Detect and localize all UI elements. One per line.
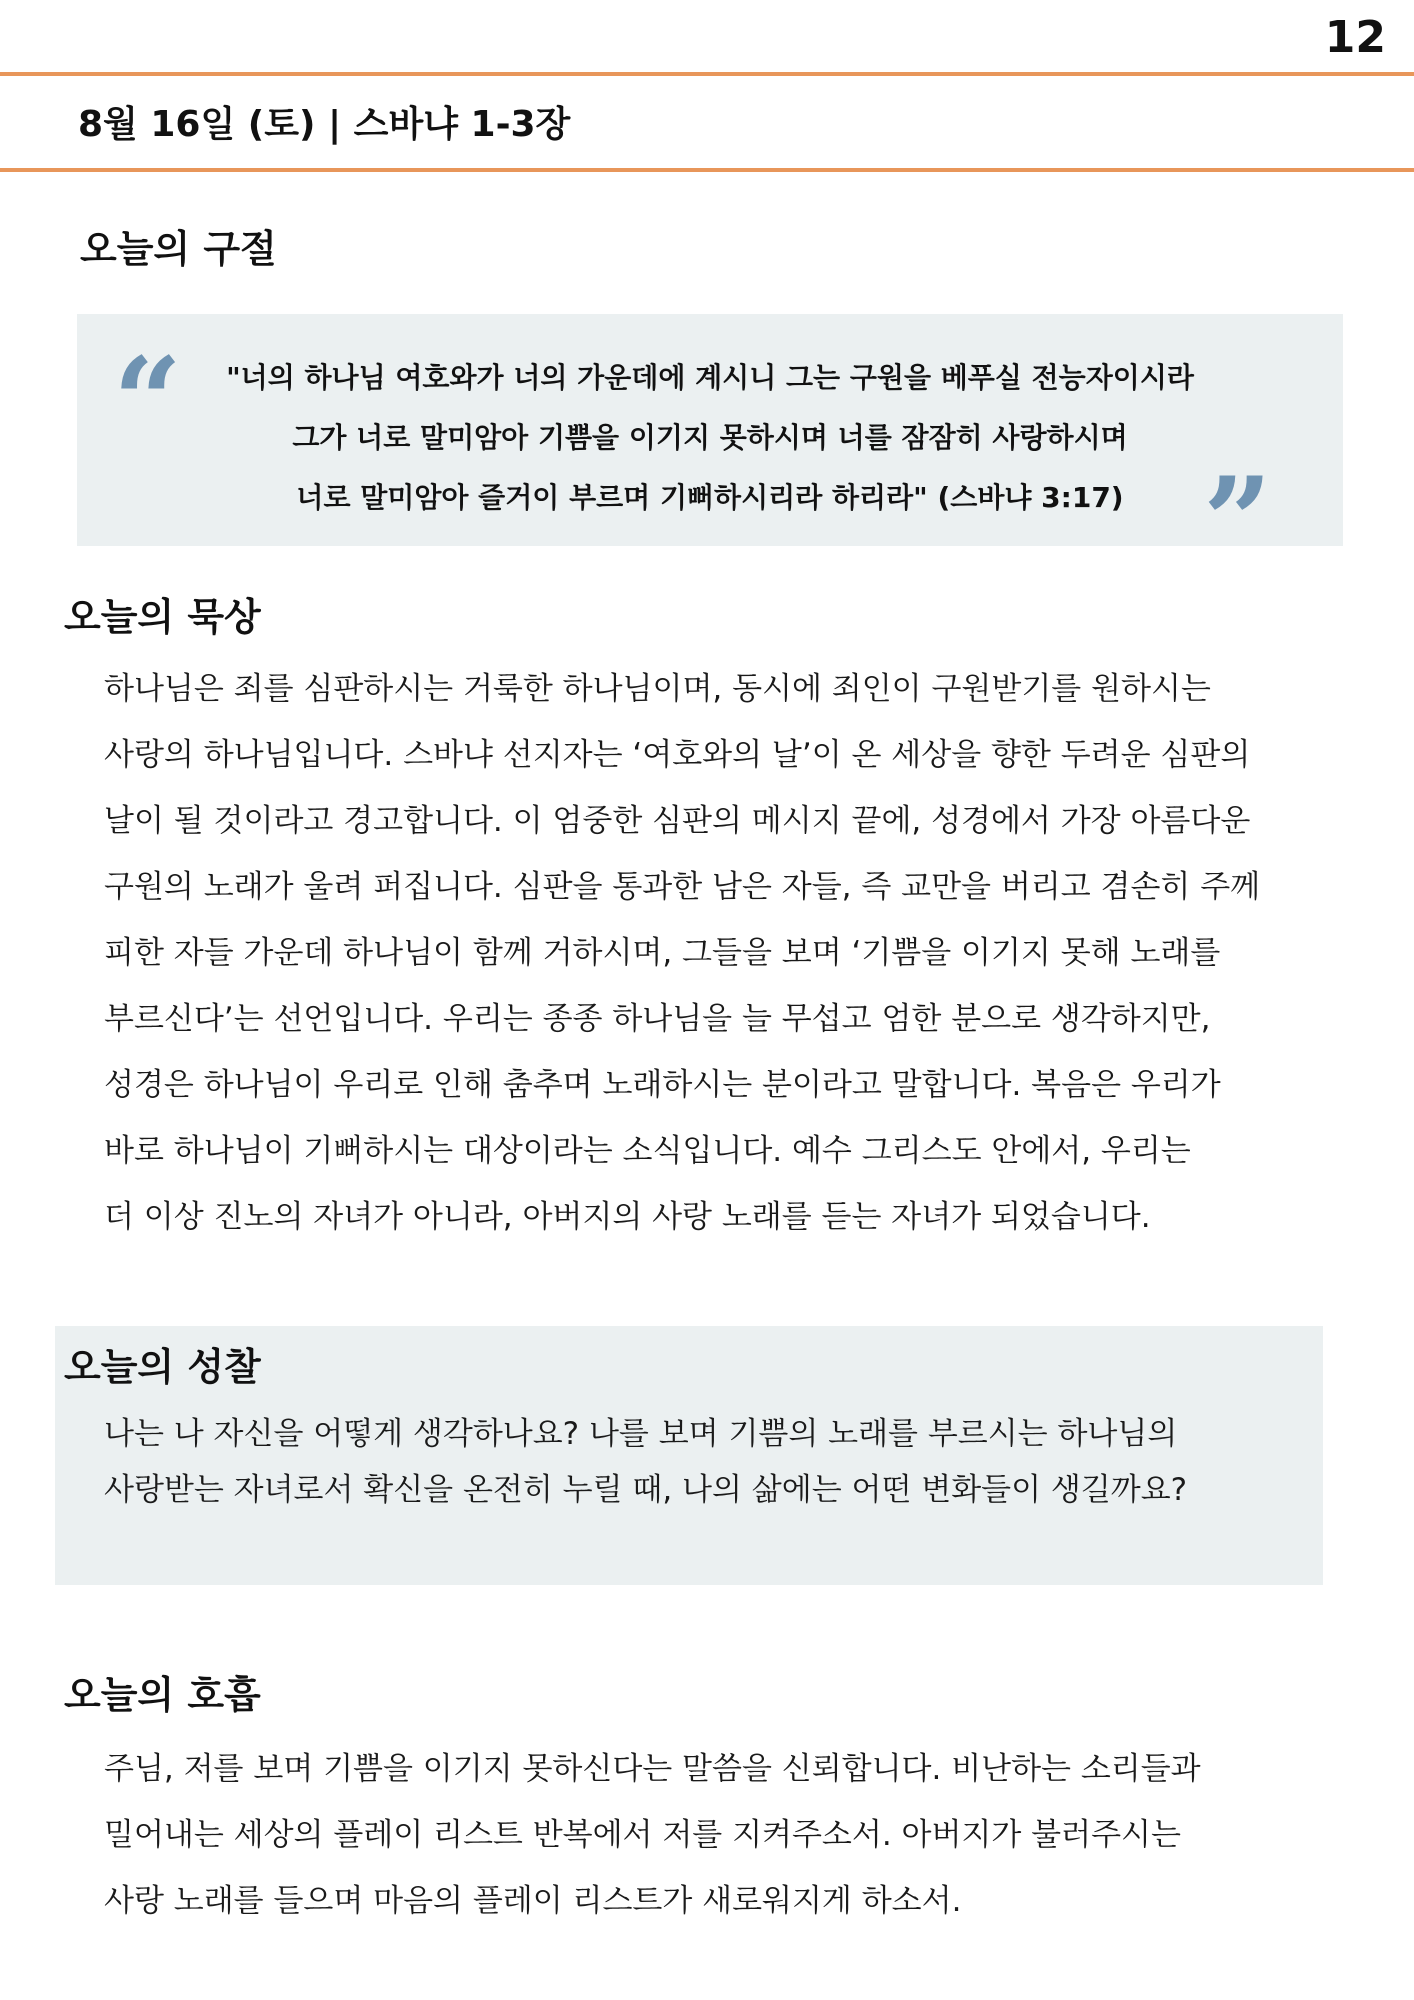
meditation-line: 부르신다’는 선언입니다. 우리는 종종 하나님을 늘 무섭고 엄한 분으로 생각하지만, — [104, 1001, 1211, 1037]
meditation-text — [104, 656, 1334, 1250]
reflection-line: 사랑받는 자녀로서 확신을 온전히 누릴 때, 나의 삶에는 어떤 변화들이 생길까요? — [104, 1472, 1188, 1508]
breath-line: 밀어내는 세상의 플레이 리스트 반복에서 저를 지켜주소서. 아버지가 불러주시는 — [104, 1817, 1181, 1853]
breath-line: 주님, 저를 보며 기쁨을 이기지 못하신다는 말씀을 신뢰합니다. 비난하는 소리들과 — [104, 1751, 1201, 1787]
meditation-heading: 오늘의 묵상 — [64, 595, 261, 639]
verse-line: "너의 하나님 여호와가 너의 가운데에 계시니 그는 구원을 베푸실 전능자이시라 — [226, 361, 1194, 394]
header-top-rule — [0, 72, 1414, 76]
meditation-line: 구원의 노래가 울려 퍼집니다. 심판을 통과한 남은 자들, 즉 교만을 버리고 겸손히 주께 — [104, 869, 1261, 905]
verse-line: 너로 말미암아 즐거이 부르며 기뻐하시리라 하리라" (스바냐 3:17) — [296, 481, 1124, 514]
page-number: 12 — [1324, 12, 1386, 63]
header-bottom-rule — [0, 168, 1414, 172]
verse-line: 그가 너로 말미암아 기쁨을 이기지 못하시며 너를 잠잠히 사랑하시며 — [292, 421, 1128, 454]
reflection-heading: 오늘의 성찰 — [64, 1345, 261, 1389]
meditation-line: 성경은 하나님이 우리로 인해 춤추며 노래하시는 분이라고 말합니다. 복음은 우리가 — [104, 1067, 1221, 1103]
meditation-line: 더 이상 진노의 자녀가 아니라, 아버지의 사랑 노래를 듣는 자녀가 되었습니다. — [104, 1199, 1151, 1235]
open-quote-icon: “ — [113, 331, 183, 472]
reflection-text — [104, 1406, 1334, 1518]
close-quote-icon: ” — [1203, 451, 1273, 592]
page-title: 8월 16일 (토) | 스바냐 1-3장 — [78, 104, 571, 145]
verse-box — [77, 314, 1343, 592]
breath-text — [104, 1736, 1334, 1934]
reflection-line: 나는 나 자신을 어떻게 생각하나요? 나를 보며 기쁨의 노래를 부르시는 하나님의 — [104, 1416, 1178, 1452]
verse-heading: 오늘의 구절 — [80, 227, 277, 271]
meditation-line: 피한 자들 가운데 하나님이 함께 거하시며, 그들을 보며 ‘기쁨을 이기지 못해 노래를 — [104, 935, 1221, 971]
meditation-line: 날이 될 것이라고 경고합니다. 이 엄중한 심판의 메시지 끝에, 성경에서 가장 아름다운 — [104, 803, 1251, 839]
meditation-line: 바로 하나님이 기뻐하시는 대상이라는 소식입니다. 예수 그리스도 안에서, 우리는 — [104, 1133, 1191, 1169]
meditation-line: 하나님은 죄를 심판하시는 거룩한 하나님이며, 동시에 죄인이 구원받기를 원하시는 — [104, 671, 1211, 707]
breath-heading: 오늘의 호흡 — [64, 1673, 261, 1717]
meditation-line: 사랑의 하나님입니다. 스바냐 선지자는 ‘여호와의 날’이 온 세상을 향한 두려운 심판의 — [104, 737, 1251, 773]
breath-line: 사랑 노래를 들으며 마음의 플레이 리스트가 새로워지게 하소서. — [104, 1883, 962, 1919]
